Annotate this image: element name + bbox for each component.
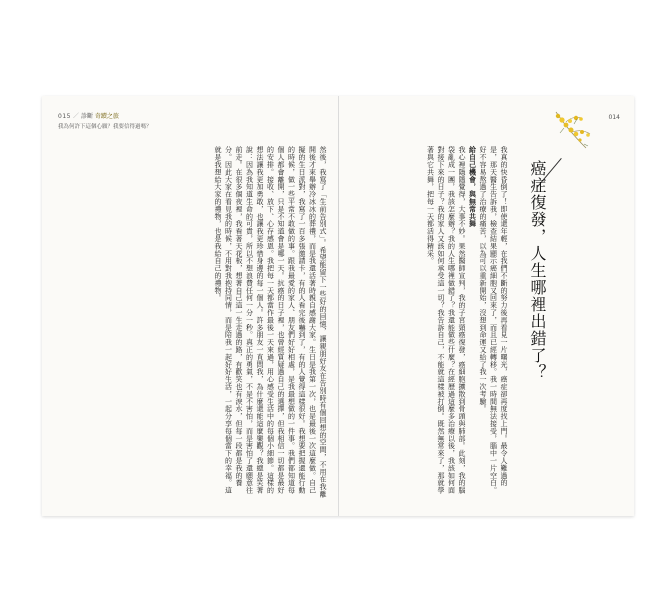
right-page-body xyxy=(364,146,509,501)
chapter-title: 奇蹟之旅 xyxy=(94,113,119,120)
right-page-section-text: 我心裡隱隱覺得，大事不妙。果然醫師宣判，我的子宮頸癌復發，癌細胞擴散到骨頭與肺部。此刻，我的腦袋亂成一團，我該怎麼辦？我的人生哪裡做錯了？我還能做些什麼？在經歷過這麼多治療以後，我該如何面對接下來的日子？我的家人又該如何承受這一切？我告訴自己，不能就這樣被打倒。既然無常來了，那就學著與它共舞，把每一天都活得精采。 xyxy=(426,146,466,494)
left-page-body: 然後，我寫了「生前告別式」。希望能留下一些好的回憶，讓親朋好友在告別時有個回想的空間，不用在我離開後才來舉辦冷冰冰的葬禮，而是我還活著時親自感謝大家。生日是我第一次，也是最後一次這麼做。自己擬的生日派對，我寫了一百多張邀請卡，有的人看完後嚇到了，有的人覺得這樣很好。我想要把握還能行動的時候，做一些平常不敢做的事。跟我最愛的家人、朋友們好好相處，是我最想做的一件事。我們都知道每個人都會離開，只是不知道會是哪一天。抗癌的日子裡，也曾經質疑過自己的選擇，但我相信一切都是最好的安排。接收、放下、心存感恩。我把每一天都當作最後一天來過，用心感受生活中的每個小細節。這樣的想法讓我更加勇敢，也讓我更珍惜身邊的每一個人。許多朋友一直問我，為什麼還能這麼樂觀？我總是笑著說：因為我知道生命的可貴，所以不想浪費任何一分一秒。真正的勇氣，不是不害怕，而是害怕了還願意往前走。在很多個夜裡，我看著天花板，想著自己這一生走過的路，有歡笑也有淚水，但每一段都是我的養分。因此大家在看見我的時候，不用對我抱持同情，而是陪我一起好好生活，一起分享每個當下的幸福。這就是我想給大家的禮物，也是我給自己的禮物。 xyxy=(214,146,327,498)
chapter-subtitle: 我為何許下這個心願？我要信得過嗎？ xyxy=(58,124,152,130)
right-page-intro: 我真的快昏倒了！即使還年輕，在我們不斷的努力後再看見一片曙光，癌症卻再度找上門。最令人難過的是，那天醫生告訴我，檢查結果顯示癌細胞又回來了，而且已經轉移。我一時間無法接受，腦中一片空白。好不容易熬過了治療的痛苦，以為可以重新開始，沒想到命運又給了我一次考驗。 xyxy=(479,146,508,494)
book-spread xyxy=(42,96,634,516)
section-heading: 給自己機會，與無常共舞 xyxy=(468,146,478,228)
book-gutter xyxy=(338,96,339,516)
right-page-number: 014 xyxy=(608,114,620,121)
chapter-heading: 癌症復發，人生哪裡出錯了？ xyxy=(528,160,547,381)
header-separator: ／ xyxy=(72,113,79,120)
left-page-number: 015 xyxy=(58,113,71,120)
chapter-label: 診斷 xyxy=(80,113,93,120)
flower-illustration-icon xyxy=(546,104,598,156)
left-page-header xyxy=(58,112,152,132)
